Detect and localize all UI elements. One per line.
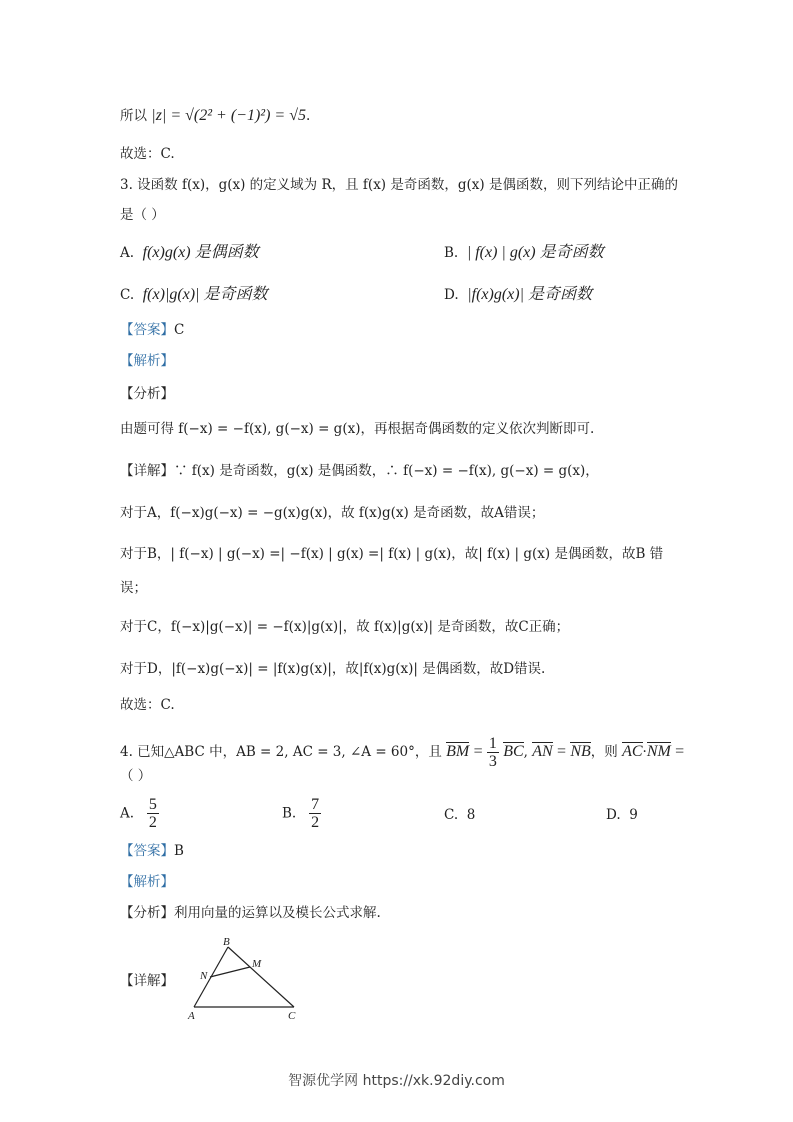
q3-fenxi-text: 由题可得 f(−x) = −f(x), g(−x) = g(x)，再根据奇偶函数的定义依次判断即可. [120,421,595,437]
label-n: N [200,970,208,982]
label-a: A [188,1010,195,1022]
q3-answer: 【答案】C [120,322,185,338]
side-bc [228,947,294,1007]
q4-option-b: B. $\frac{7}{2}$ [282,796,320,831]
vector-bc: BC [503,743,524,760]
q3-option-a: A. f(x)g(x) 是偶函数 [120,244,259,261]
answer-choice-line: 故选：C. [120,146,175,162]
modulus-formula: |z| = √(2² + (−1)²) = √5 [151,107,306,124]
q3-fenxi-heading: 【分析】 [120,386,174,402]
q3-detail-b-cont: 误； [120,580,147,596]
q4-analysis-heading: 【解析】 [120,874,174,890]
q4-stem-cont: （ ） [120,768,152,784]
q4-xiangjie-heading: 【详解】 [120,973,174,989]
q3-detail-c: 对于C，f(−x)|g(−x)| = −f(x)|g(x)|，故 f(x)|g(x)| 是奇函数，故C正确； [120,619,570,635]
vector-nm: NM [646,743,671,760]
vector-nb: NB [570,743,591,760]
q3-conclusion: 故选：C. [120,697,175,713]
q4-fenxi: 【分析】利用向量的运算以及模长公式求解. [120,905,381,921]
fraction-one-third: $\frac{1}{3}$ [488,735,497,770]
q3-xiangjie: 【详解】∵ f(x) 是奇函数，g(x) 是偶函数，∴ f(−x) = −f(x), g(−x) = g(x)， [120,463,599,479]
q3-option-d: D. |f(x)g(x)| 是奇函数 [444,286,592,303]
q4-option-a: A. $\frac{5}{2}$ [120,796,157,831]
page-footer: 智源优学网 https://xk.92diy.com [288,1073,505,1089]
q4-option-c: C. 8 [444,807,476,823]
q3-analysis-heading: 【解析】 [120,353,174,369]
q3-option-c: C. f(x)|g(x)| 是奇函数 [120,286,268,303]
q3-stem: 3. 设函数 f(x)，g(x) 的定义域为 R，且 f(x) 是奇函数，g(x) 是偶函数，则下列结论中正确的 [120,177,678,193]
q3-detail-a: 对于A，f(−x)g(−x) = −g(x)g(x)，故 f(x)g(x) 是奇函数，故A错误； [120,505,545,521]
vector-ac: AC [622,743,643,760]
q4-option-d: D. 9 [606,807,638,823]
label-c: C [288,1010,296,1022]
q4-answer: 【答案】B [120,843,184,859]
vector-an: AN [532,743,553,760]
q3-detail-b: 对于B，| f(−x) | g(−x) =| −f(x) | g(x) =| f(x) | g(x)，故| f(x) | g(x) 是偶函数，故B 错 [120,546,664,562]
label-m: M [252,958,262,970]
vector-bm: BM [446,743,470,760]
q3-detail-d: 对于D，|f(−x)g(−x)| = |f(x)g(x)|，故|f(x)g(x)| 是偶函数，故D错误. [120,661,546,677]
q3-stem-cont: 是（ ） [120,207,165,223]
label-b: B [223,936,230,948]
triangle-figure [184,935,314,1025]
q3-option-b: B. | f(x) | g(x) 是奇函数 [444,244,604,261]
line-modulus-result: 所以 |z| = √(2² + (−1)²) = √5. [120,107,311,124]
q4-stem: 4. 已知△ABC 中，AB = 2, AC = 3, ∠A = 60°，且 BM = $\frac{1}{3}$ BC, AN = NB，则 AC·NM = [120,735,685,770]
